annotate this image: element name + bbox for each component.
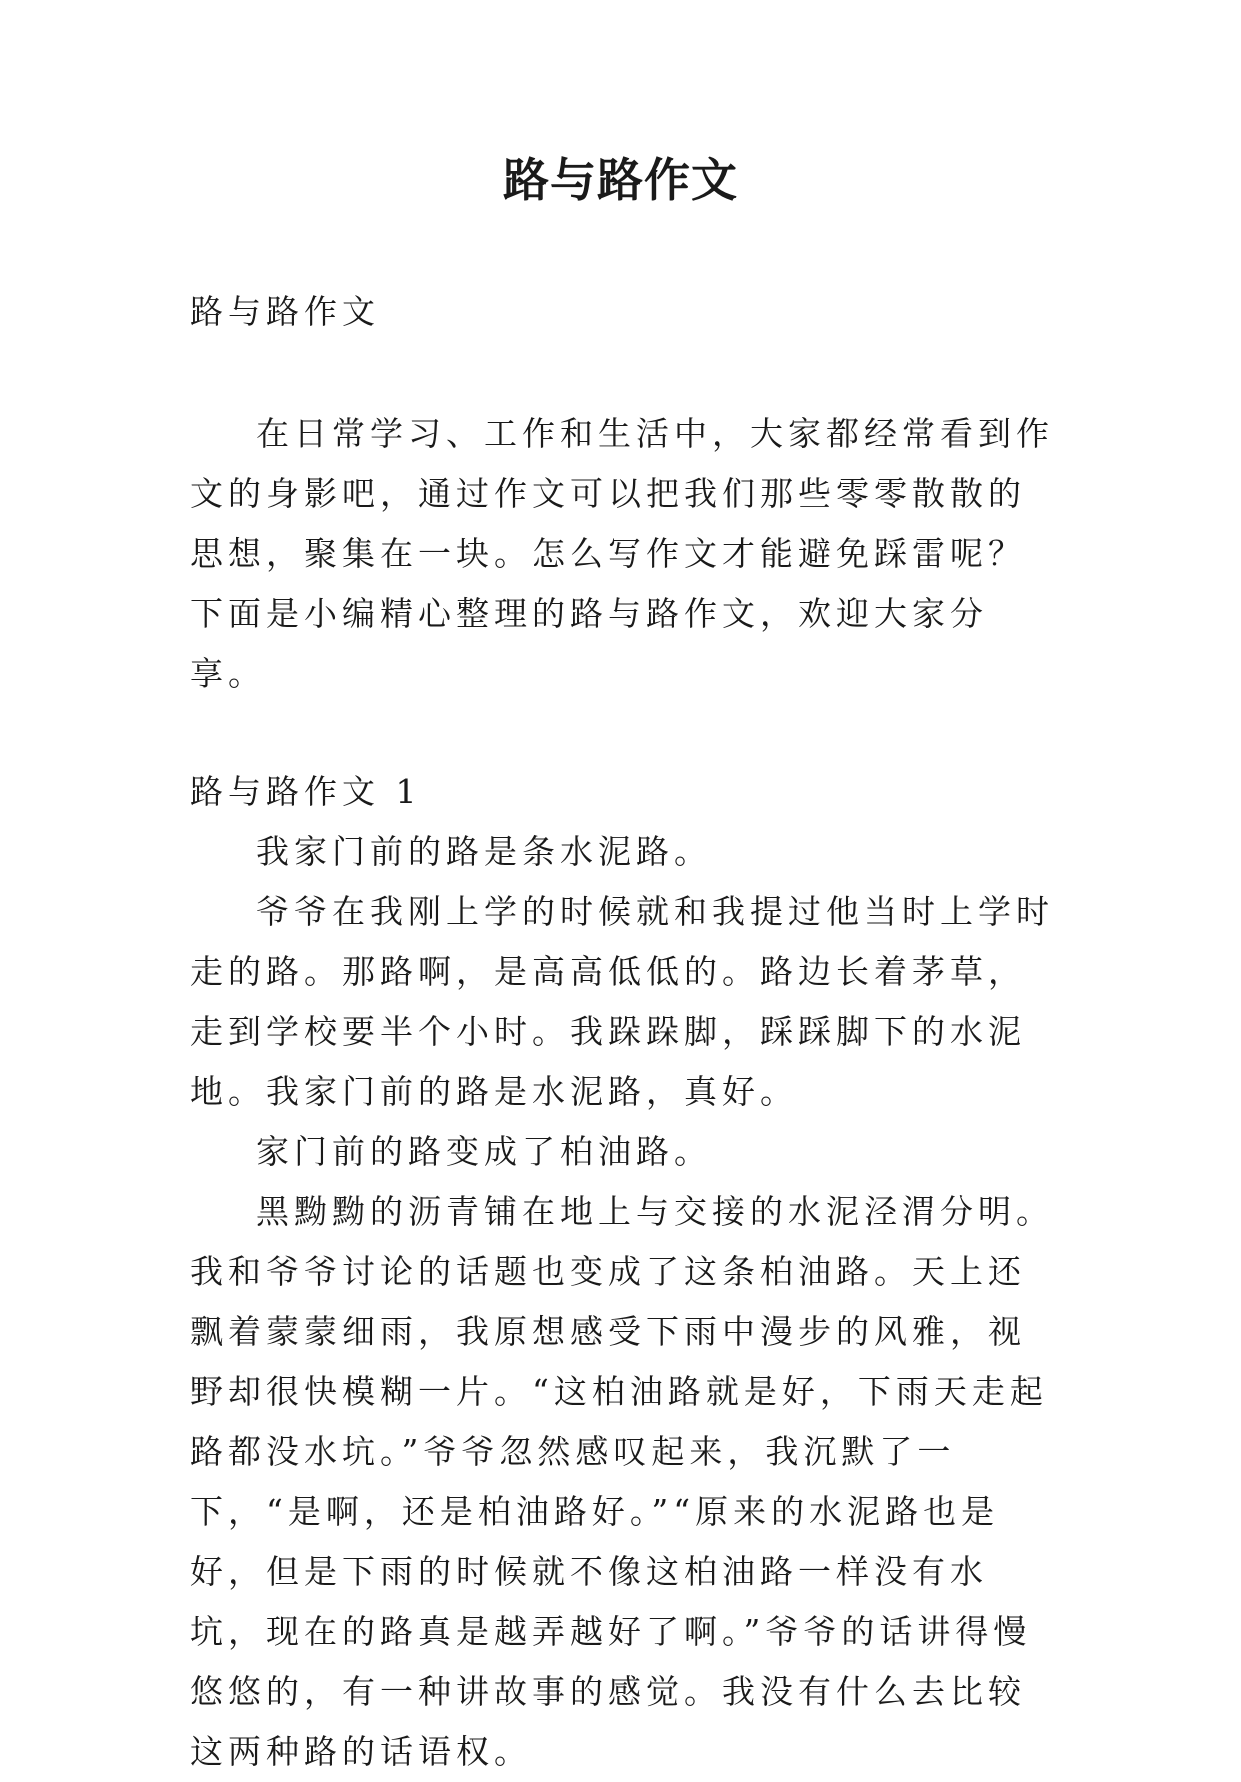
paragraph: 爷爷在我刚上学的时候就和我提过他当时上学时走的路。那路啊，是高高低低的。路边长着茅草，走到学校要半个小时。我跺跺脚，踩踩脚下的水泥地。我家门前的路是水泥路，真好。: [190, 892, 1054, 1111]
paragraph: 家门前的路变成了柏油路。: [256, 1132, 712, 1171]
section-heading: 路与路作文 1: [190, 772, 422, 811]
document-subtitle: 路与路作文: [190, 292, 380, 331]
document-body: [190, 282, 1060, 1782]
paragraph: 黑黝黝的沥青铺在地上与交接的水泥泾渭分明。我和爷爷讨论的话题也变成了这条柏油路。天上还飘着蒙蒙细雨，我原想感受下雨中漫步的风雅，视野却很快模糊一片。“这柏油路就是好，下雨天走起路都没水坑。”爷爷忽然感叹起来，我沉默了一下，“是啊，还是柏油路好。”“原来的水泥路也是好，但是下雨的时候就不像这柏油路一样没有水坑，现在的路真是越弄越好了啊。”爷爷的话讲得慢悠悠的，有一种讲故事的感觉。我没有什么去比较这两种路的话语权。: [190, 1192, 1054, 1771]
intro-paragraph: 在日常学习、工作和生活中，大家都经常看到作文的身影吧，通过作文可以把我们那些零零散散的思想，聚集在一块。怎么写作文才能避免踩雷呢？下面是小编精心整理的路与路作文，欢迎大家分享。: [190, 414, 1054, 693]
paragraph: 我家门前的路是条水泥路。: [256, 832, 712, 871]
document-title: 路与路作文: [503, 153, 738, 207]
